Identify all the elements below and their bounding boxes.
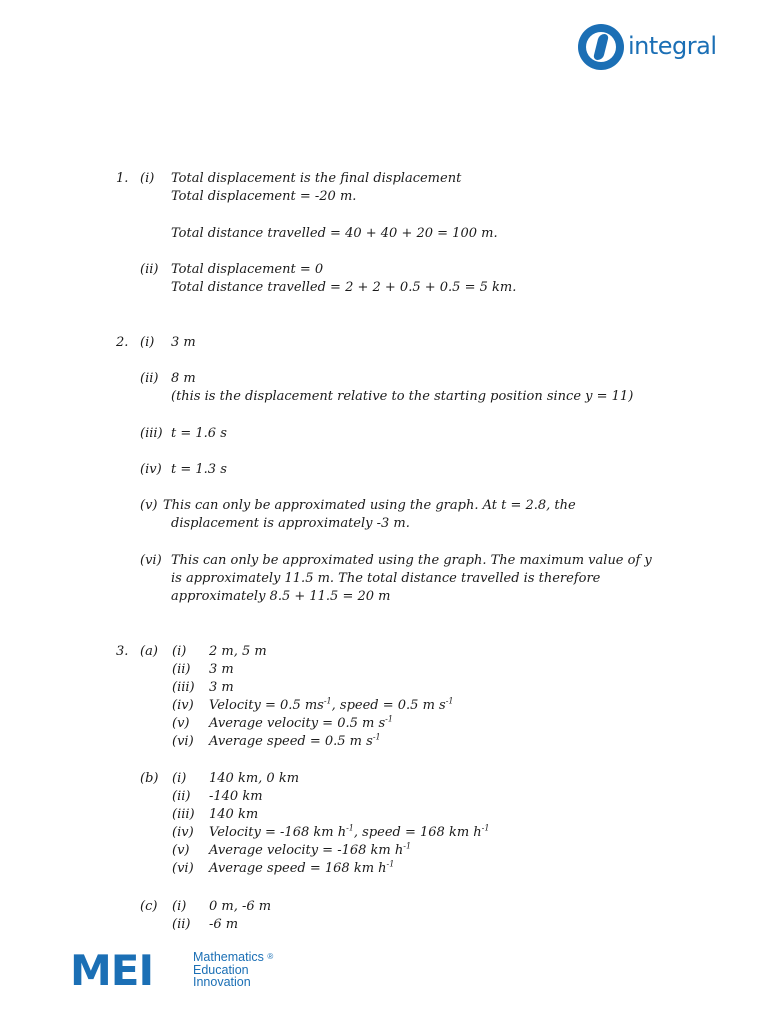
q3-b-item-label: (iii): [172, 807, 195, 822]
q3-b-v-text: Average velocity = -168 km h: [209, 843, 404, 858]
q3-a-item-text: [209, 733, 381, 751]
q3-c-item-label: (i): [172, 899, 187, 914]
q3-c-item-label: (ii): [172, 917, 191, 932]
q3-a-item-text: 3 m: [209, 680, 234, 695]
q3-b-iv-speed: , speed = 168 km h: [353, 825, 482, 840]
q3-a-iv-speed-unit-exp: -1: [445, 696, 454, 706]
q2-number: 2.: [116, 335, 129, 350]
mei-tag-education: Education: [193, 962, 249, 977]
q3-b-item-text: 140 km, 0 km: [209, 771, 300, 786]
q3-c-label: (c): [140, 899, 158, 914]
q3-b-item-text: [209, 860, 394, 878]
q2-v-line2: displacement is approximately -3 m.: [171, 516, 410, 531]
q3-c-item-text: -6 m: [209, 917, 239, 932]
q3-a-item-text: [209, 715, 393, 733]
q2-ii-note: (this is the displacement relative to the starting position since y = 11): [171, 389, 634, 404]
q3-b-iv-velocity: Velocity = -168 km h: [209, 825, 347, 840]
q3-b-item-label: (i): [172, 771, 187, 786]
q2-iii-text: t = 1.6 s: [171, 426, 227, 441]
q3-a-item-label: (v): [172, 716, 190, 731]
q3-a-label: (a): [140, 644, 158, 659]
mei-logo-tagline: [193, 951, 273, 989]
q1-i-label: (i): [140, 171, 155, 186]
q3-b-iv-velocity-unit-exp: -1: [346, 823, 354, 833]
q2-v-line1: This can only be approximated using the graph. At t = 2.8, the: [163, 498, 576, 513]
q3-c-item-text: 0 m, -6 m: [209, 899, 272, 914]
q1-i-line2: Total displacement = -20 m.: [171, 189, 357, 204]
q3-b-v-unit-exp: -1: [403, 841, 412, 851]
q1-ii-label: (ii): [140, 262, 159, 277]
q2-vi-line2: is approximately 11.5 m. The total distance travelled is therefore: [171, 571, 601, 586]
q3-a-item-text: [209, 697, 454, 715]
integral-logo: [578, 24, 738, 72]
q3-b-item-text: [209, 824, 489, 842]
mei-tag-innovation: Innovation: [193, 975, 251, 989]
q2-ii-text: 8 m: [171, 371, 196, 386]
q3-a-iv-velocity: Velocity = 0.5 ms: [209, 698, 324, 713]
q1-i-line3: Total distance travelled = 40 + 40 + 20 = 100 m.: [171, 226, 498, 241]
q3-a-v-unit-exp: -1: [385, 714, 393, 724]
q3-b-item-text: 140 km: [209, 807, 259, 822]
q2-i-label: (i): [140, 335, 155, 350]
q3-a-vi-text: Average speed = 0.5 m s: [209, 734, 373, 749]
q1-number: 1.: [116, 171, 129, 186]
q3-b-item-label: (vi): [172, 861, 194, 876]
q3-a-v-text: Average velocity = 0.5 m s: [209, 716, 386, 731]
registered-mark: ®: [267, 952, 274, 961]
q3-a-item-label: (ii): [172, 662, 191, 677]
q2-vi-label: (vi): [140, 553, 162, 568]
q3-a-item-label: (iii): [172, 680, 195, 695]
q2-iv-text: t = 1.3 s: [171, 462, 227, 477]
q3-b-vi-text: Average speed = 168 km h: [209, 861, 387, 876]
q3-b-vi-unit-exp: -1: [386, 859, 395, 869]
q3-a-item-label: (iv): [172, 698, 194, 713]
q3-b-item-label: (v): [172, 843, 190, 858]
q2-v-label: (v): [140, 498, 158, 513]
q3-a-item-text: 2 m, 5 m: [209, 644, 267, 659]
q3-a-item-text: 3 m: [209, 662, 234, 677]
q1-i-line1: Total displacement is the final displacement: [171, 171, 462, 186]
q2-vi-line3: approximately 8.5 + 11.5 = 20 m: [171, 589, 391, 604]
q3-b-iv-speed-unit-exp: -1: [481, 823, 490, 833]
q3-a-item-label: (i): [172, 644, 187, 659]
q3-b-item-text: -140 km: [209, 789, 263, 804]
q2-vi-line1: This can only be approximated using the graph. The maximum value of y: [171, 553, 652, 568]
q3-b-item-text: [209, 842, 411, 860]
q3-number: 3.: [116, 644, 129, 659]
q2-i-text: 3 m: [171, 335, 196, 350]
q3-a-iv-velocity-unit-exp: -1: [323, 696, 332, 706]
q3-a-iv-speed: , speed = 0.5 m s: [331, 698, 446, 713]
q1-ii-line1: Total displacement = 0: [171, 262, 324, 277]
q3-a-item-label: (vi): [172, 734, 194, 749]
q2-iii-label: (iii): [140, 426, 163, 441]
q2-iv-label: (iv): [140, 462, 162, 477]
q3-b-item-label: (ii): [172, 789, 191, 804]
q2-ii-label: (ii): [140, 371, 159, 386]
q3-a-vi-unit-exp: -1: [372, 732, 381, 742]
mei-tag-mathematics: Mathematics: [193, 950, 264, 964]
mei-logo: [70, 946, 280, 995]
q1-ii-line2: Total distance travelled = 2 + 2 + 0.5 + 0.5 = 5 km.: [171, 280, 517, 295]
integral-logo-text: integral: [628, 32, 717, 60]
q3-b-item-label: (iv): [172, 825, 194, 840]
integral-logo-icon: [578, 24, 624, 70]
q3-b-label: (b): [140, 771, 159, 786]
mei-logo-letters: MEI: [70, 946, 154, 995]
